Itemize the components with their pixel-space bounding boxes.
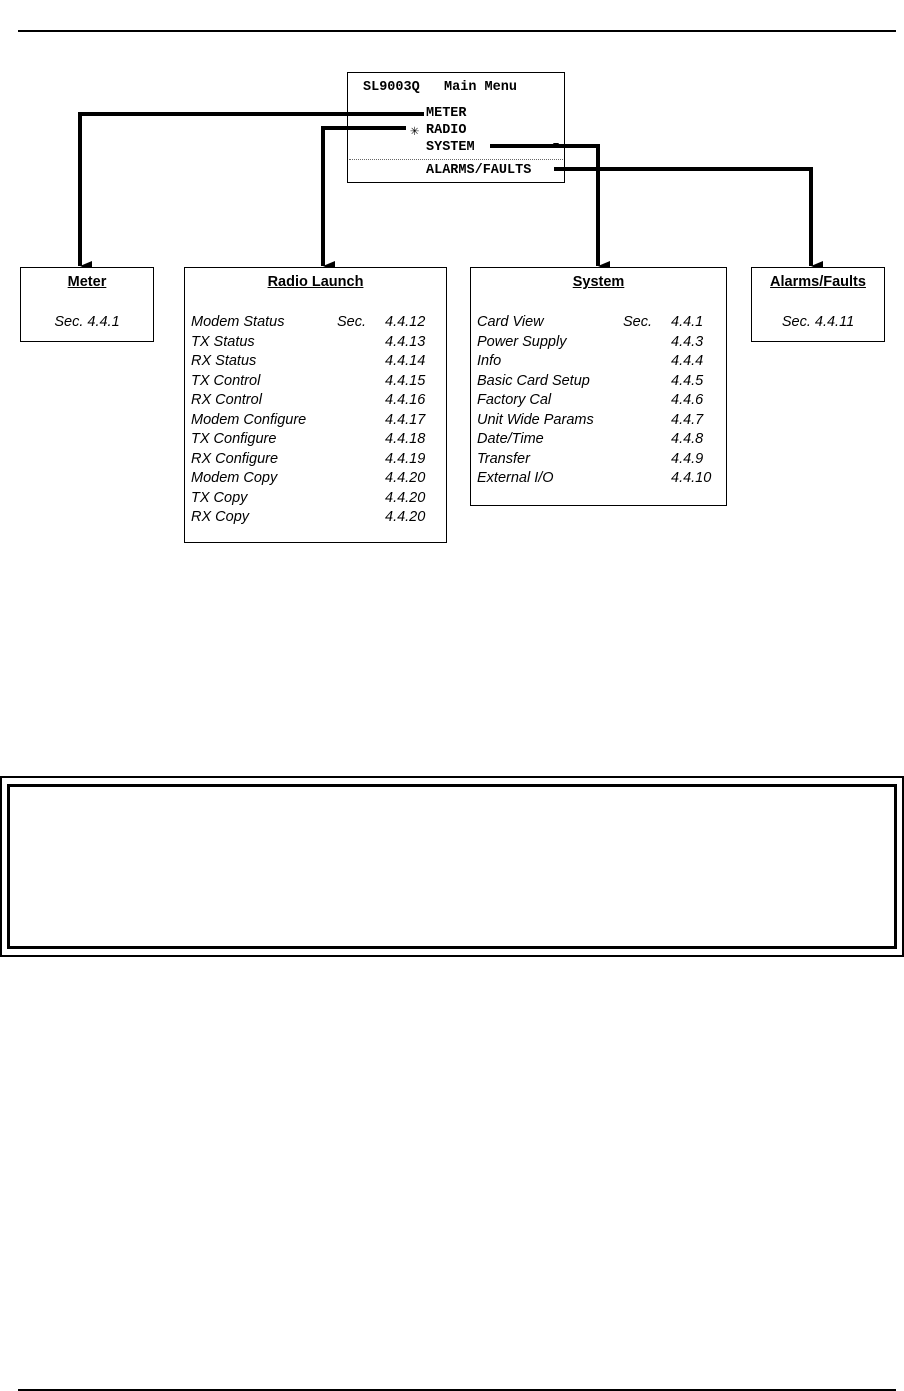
row-label: Transfer: [477, 450, 530, 467]
meter-title: Meter: [67, 274, 107, 290]
row-label: RX Copy: [191, 509, 250, 525]
row-label: Modem Copy: [191, 470, 278, 486]
radio-launch-title: Radio Launch: [267, 274, 364, 290]
row-section-ref: 4.4.12: [385, 314, 426, 330]
note-frame-inner: [7, 784, 897, 949]
row-label: External I/O: [477, 470, 554, 486]
row-section-ref: 4.4.13: [385, 333, 426, 350]
row-section-ref: 4.4.15: [385, 372, 426, 389]
row-section-ref: 4.4.20: [385, 470, 426, 486]
row-label: Info: [477, 353, 502, 369]
note-frame: [0, 776, 904, 957]
row-section-ref: 4.4.20: [385, 509, 426, 525]
row-label: TX Control: [191, 372, 261, 389]
meter-box: [20, 267, 154, 342]
row-label: Power Supply: [477, 333, 567, 350]
row-section-ref: 4.4.19: [385, 450, 426, 467]
row-section-ref: 4.4.14: [385, 353, 426, 369]
row-section-ref: 4.4.10: [671, 470, 712, 486]
alarms-faults-box: [751, 267, 885, 342]
row-section-ref: 4.4.17: [385, 411, 426, 428]
row-label: Unit Wide Params: [477, 411, 594, 428]
row-section-ref: 4.4.4: [671, 353, 704, 369]
row-label: Card View: [477, 314, 544, 330]
menu-item-radio[interactable]: RADIO: [426, 123, 467, 138]
row-label: TX Configure: [191, 431, 277, 447]
row-section-ref: 4.4.6: [671, 392, 704, 408]
meter-section: Sec. 4.4.1: [54, 314, 120, 330]
row-label: Basic Card Setup: [477, 372, 590, 389]
system-title: System: [572, 274, 625, 290]
row-label: TX Copy: [191, 489, 248, 506]
menu-item-meter[interactable]: METER: [426, 106, 467, 121]
row-section-ref: 4.4.8: [671, 431, 704, 447]
radio-launch-box: [184, 267, 447, 543]
row-label: RX Configure: [191, 450, 279, 467]
row-section-ref: 4.4.16: [385, 392, 426, 408]
menu-item-alarms-faults[interactable]: ALARMS/FAULTS: [426, 163, 532, 178]
alarms-connector: [554, 169, 811, 266]
row-section-ref: 4.4.9: [671, 450, 704, 467]
row-section-ref: 4.4.3: [671, 333, 704, 350]
row-label: TX Status: [191, 333, 255, 350]
sec-label: Sec.: [337, 314, 367, 330]
row-section-ref: 4.4.7: [671, 411, 704, 428]
row-label: RX Control: [191, 392, 262, 408]
main-menu-title: SL9003Q Main Menu: [363, 80, 517, 95]
sec-label: Sec.: [623, 314, 653, 330]
row-label: Modem Status: [191, 314, 285, 330]
scroll-down-arrow-icon: [553, 143, 559, 148]
row-section-ref: 4.4.18: [385, 431, 426, 447]
main-menu-display: [347, 72, 565, 183]
row-section-ref: 4.4.20: [385, 489, 426, 506]
menu-separator: [349, 159, 563, 160]
row-label: Modem Configure: [191, 411, 307, 428]
row-label: Factory Cal: [477, 392, 552, 408]
row-label: RX Status: [191, 353, 257, 369]
menu-item-system[interactable]: SYSTEM: [426, 140, 475, 155]
row-section-ref: 4.4.1: [671, 314, 704, 330]
row-section-ref: 4.4.5: [671, 372, 704, 389]
row-label: Date/Time: [477, 431, 544, 447]
alarms-faults-section: Sec. 4.4.11: [781, 314, 855, 330]
cursor-asterisk-icon: ✳: [410, 123, 420, 140]
alarms-faults-title: Alarms/Faults: [770, 274, 866, 290]
system-box: [470, 267, 727, 506]
